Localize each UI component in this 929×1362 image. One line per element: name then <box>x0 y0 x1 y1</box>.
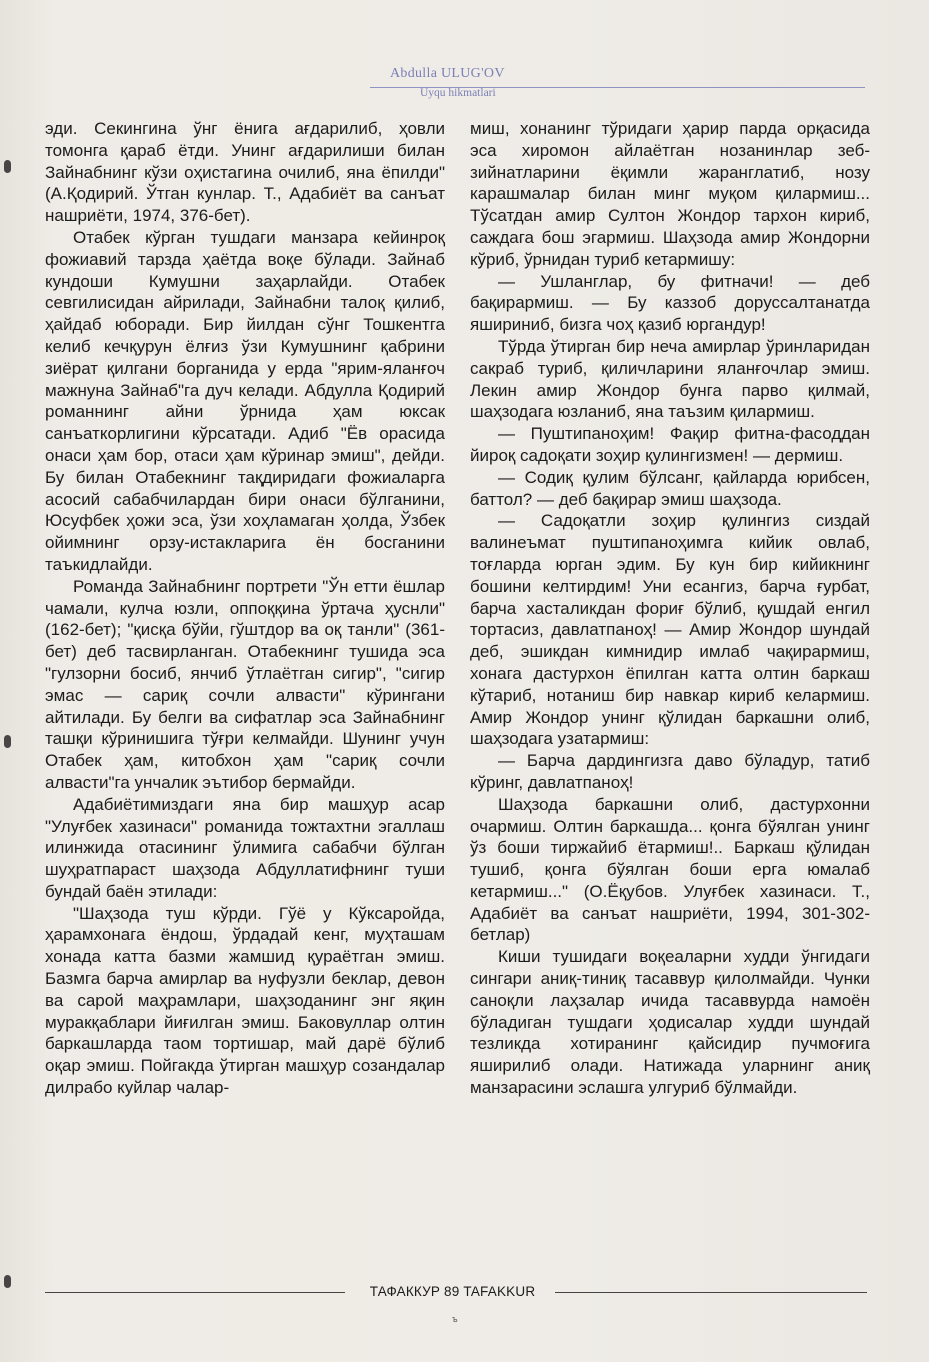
paragraph: Романда Зайнабнинг портрети "Ўн етти ёшлар чамали, кулча юзли, оппоққина ўртача ҳуснли" (162-бет); "қисқа бўйи, гўштдор ва оқ танли" (361-бет) деб тасвирланган. Отабекнинг тушида эса "гулзорни босиб, янчиб ўтлаётган сигир", "сигир эмас — сариқ сочли алвасти" кўрингани айтилади. Бу белги ва сифатлар эса Зайнабнинг ташқи кўринишига тўғри келмайди. Шунинг учун Отабек ҳам, китобхон ҳам "сариқ сочли алвасти"га унчалик эътибор бермайди. <box>45 576 445 792</box>
paragraph: "Шаҳзода туш кўрди. Гўё у Кўксаройда, ҳарамхонага ёндош, ўрдадай кенг, муҳташам хонада катта базми жамшид қураётган эмиш. Базмга барча амирлар ва нуфузли беклар, девон ва сарой маҳрамлари, шаҳзоданинг энг яқин муракқаблари йиғилган эмиш. Баковуллар олтин баркашларда таом тортишар, май дарё бўлиб оқар эмиш. Пойгакда ўтирган машҳур созандалар дилрабо куйлар чалар- <box>45 903 445 1098</box>
paragraph: Шаҳзода баркашни олиб, дастурхонни очармиш. Олтин баркашда... қонга бўялган унинг ўз боши тиржайиб ётармиш!.. Баркаш қўлидан тушиб, қонга бўялган боши ерга юмалаб кетармиш..." (О.Ёқубов. Улуғбек хазинаси. Т., Адабиёт ва санъат нашриёти, 1994, 301-302-бетлар) <box>470 794 870 945</box>
footer-mark: ъ <box>452 1314 458 1324</box>
running-header <box>390 66 880 99</box>
paragraph: — Ушланглар, бу фитначи! — деб бақирармиш. — Бу каззоб доруссалтанатда яшириниб, бизга чоҳ қазиб юргандур! <box>470 271 870 335</box>
paragraph: Тўрда ўтирган бир неча амирлар ўринларидан сакраб туриб, қиличларини яланғочлар эмиш. Лекин амир Жондор бунга парво қилмай, шаҳзодага юзланиб, яна таъзим қилармиш. <box>470 336 870 422</box>
footer-rule-left <box>45 1292 345 1293</box>
paragraph: — Садоқатли зоҳир қулингиз сиздай валинеъмат пуштипаноҳимга кийик овлаб, тоғларда юрган эдим. Бу кун бир кийикнинг бошини келтирдим! Уни есангиз, барча ғурбат, барча хасталикдан фориғ бўлиб, қушдай енгил тортасиз, давлатпаноҳ! — Амир Жондор шундай деб, эшикдан кимнидир имлаб чақирармиш, хонага дастурхон ёпилган катта олтин баркаш кўтариб, нотаниш бир навкар кириб келармиш. Амир Жондор унинг қўлидан баркашни олиб, шаҳзодага узатармиш: <box>470 511 870 749</box>
paragraph: эди. Секингина ўнг ёнига ағдарилиб, ҳовли томонга қараб ётди. Унинг ағдарилиши билан Зайнабнинг кўзи оҳистагина очилиб, яна ёпилди" (А.Қодирий. Ўтган кунлар. Т., Адабиёт ва санъат нашриёти, 1974, 376-бет). <box>45 119 445 226</box>
paragraph: Отабек кўрган тушдаги манзара кейинроқ фожиавий тарзда ҳаётда воқе бўлади. Зайнаб кундоши Кумушни заҳарлайди. Отабек севгилисидан айрилади, Зайнабни талоқ қилиб, ҳайдаб юборади. Бир йилдан сўнг Тошкентга келиб кечқурун ёлғиз ўзи Кумушнинг қабрини зиёрат қилгани борганида у ерда "ярим-яланғоч мажнуна Зайнаб"га дуч келади. Абдулла Қодирий романнинг айни ўрнида ҳам юксак санъаткорлигини кўрсатади. Адиб "Ёв орасида онаси ҳам бор, отаси ҳам кўринар эмиш", дейди. Бу билан Отабекнинг тақдиридаги фожиаларга асосий сабабчилардан бири онаси бўлганини, Юсуфбек ҳожи эса, ўзи хоҳламаган ҳолда, Ўзбек ойимнинг орзу-истакларига ён босганини таъкидлайди. <box>45 227 445 574</box>
paragraph: миш, хонанинг тўридаги ҳарир парда орқасида эса хиромон айлаётган нозанинлар зеб-зийнатларини ёқимли жаранглатиб, нозу карашмалар билан минг муқом қилармиш... Тўсатдан амир Султон Жондор тархон кириб, саждага бош эгармиш. Шаҳзода амир Жондорни кўриб, ўрнидан туриб кетармишу: <box>470 119 870 269</box>
right-column <box>470 118 870 1099</box>
paragraph: — Пуштипаноҳим! Фақир фитна-фасоддан йироқ садоқати зоҳир қулингизмен! — дермиш. <box>470 424 870 465</box>
paragraph: — Барча дардингизга даво бўладур, татиб кўринг, давлатпаноҳ! <box>470 751 870 792</box>
header-book-title: Uyqu hikmatlari <box>420 87 496 99</box>
page-footer <box>0 1284 929 1324</box>
left-column <box>45 118 445 1099</box>
footer-rule-right <box>555 1292 867 1293</box>
footer-page-label: ТАФАККУР 89 TAFAKKUR <box>369 1284 536 1299</box>
paragraph: — Содиқ қулим бўлсанг, қайларда юрибсен, баттол? — деб бақирар эмиш шаҳзода. <box>470 467 870 509</box>
header-author: Abdulla ULUG'OV <box>390 66 505 81</box>
paragraph: Киши тушидаги воқеаларни худди ўнгидаги сингари аниқ-тиниқ тасаввур қилолмайди. Чунки саноқли лаҳзалар ичида тасаввурда намоён бўладиган тушдаги ҳодисалар худди шундай тезликда хотиранинг қайсидир пучмоғига яширилиб олади. Натижада уларнинг аниқ манзарасини эслашга улгуриб бўлмайди. <box>470 947 870 1098</box>
binding-hole <box>4 735 11 748</box>
paragraph: Адабиётимиздаги яна бир машҳур асар "Улуғбек хазинаси" романида тожтахтни эгаллаш илинжида отасининг ўлимига сабабчи бўлган шуҳратпараст шаҳзода Абдуллатифнинг туши бундай баён этилади: <box>45 794 445 901</box>
binding-hole <box>4 160 11 173</box>
